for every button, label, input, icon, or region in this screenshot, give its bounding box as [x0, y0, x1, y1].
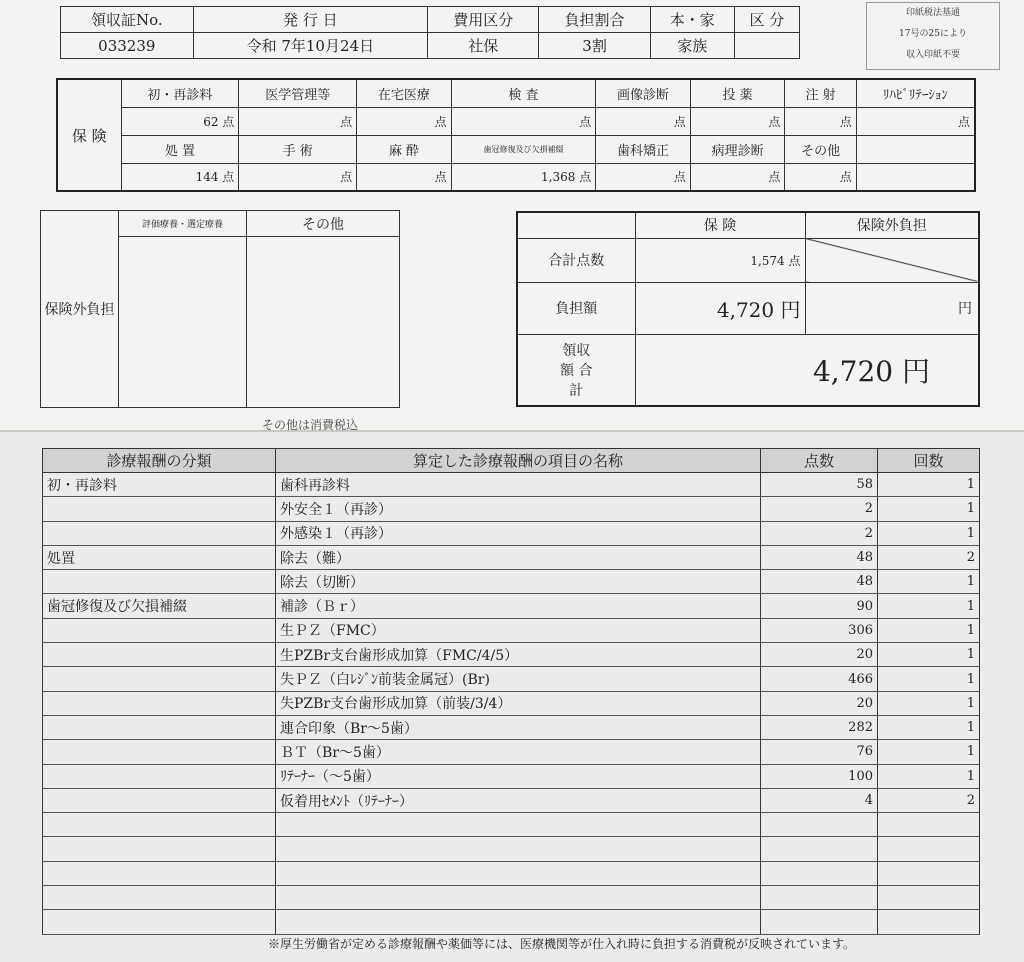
total-points-label: 合計点数 [517, 238, 635, 282]
insurance-points: 点 [785, 163, 856, 191]
row-count: 1 [878, 667, 980, 691]
row-points: 466 [761, 667, 878, 691]
table-row [43, 521, 980, 545]
empty-cell [276, 837, 761, 861]
insurance-category: 処 置 [121, 135, 239, 163]
insurance-category: 画像診断 [596, 79, 691, 107]
empty-cell [43, 837, 276, 861]
header-label: 区 分 [734, 7, 799, 33]
row-count: 2 [878, 788, 980, 812]
col-insurance: 保 険 [635, 212, 805, 238]
insurance-category: 検 査 [451, 79, 596, 107]
row-points: 58 [761, 473, 878, 497]
insurance-points: 点 [239, 163, 357, 191]
table-row [43, 497, 980, 521]
empty-cell [276, 886, 761, 910]
col-evaluation: 評価療養・選定療養 [119, 211, 247, 237]
row-category: 初・再診料 [43, 473, 276, 497]
empty-row [43, 861, 980, 885]
stamp-line: 収入印紙不要 [905, 50, 960, 60]
empty-cell [878, 837, 980, 861]
insurance-points: 点 [451, 107, 596, 135]
insurance-points: 点 [596, 163, 691, 191]
row-category [43, 643, 276, 667]
header-count: 回数 [878, 449, 980, 473]
receipt-upper [0, 0, 1024, 432]
insurance-category: 病理診断 [690, 135, 785, 163]
row-item-name: 連合印象（Br～5歯） [276, 715, 761, 739]
empty-cell [276, 813, 761, 837]
row-count: 1 [878, 643, 980, 667]
insurance-category [856, 135, 975, 163]
row-count: 1 [878, 691, 980, 715]
row-count: 1 [878, 497, 980, 521]
row-points: 90 [761, 594, 878, 618]
empty-cell [878, 861, 980, 885]
insurance-points [856, 163, 975, 191]
header-points: 点数 [761, 449, 878, 473]
empty-cell [761, 837, 878, 861]
row-item-name: 仮着用ｾﾒﾝﾄ（ﾘﾃｰﾅｰ） [276, 788, 761, 812]
insurance-points: 点 [596, 107, 691, 135]
insurance-label: 保 険 [57, 79, 121, 191]
footnote: ※厚生労働省が定める診療報酬や薬価等には、医療機関等が仕入れ時に負担する消費税が反映されています。 [268, 937, 856, 951]
row-category [43, 764, 276, 788]
header-value: 社保 [428, 33, 539, 59]
insurance-points: 1,368 点 [451, 163, 596, 191]
insurance-points-table [56, 78, 976, 192]
row-category [43, 570, 276, 594]
table-row [43, 740, 980, 764]
empty-cell [761, 886, 878, 910]
empty-cell [43, 813, 276, 837]
insurance-category: その他 [785, 135, 856, 163]
insurance-category: 在宅医療 [357, 79, 452, 107]
header-label: 本・家 [650, 7, 734, 33]
row-category [43, 521, 276, 545]
empty-cell [878, 813, 980, 837]
received-total: 4,720 円 [635, 334, 979, 406]
col-non-insurance: 保険外負担 [805, 212, 979, 238]
stamp-line: 印紙税法基通 [905, 8, 960, 18]
table-row [43, 570, 980, 594]
table-row [43, 788, 980, 812]
insurance-category: 医学管理等 [239, 79, 357, 107]
table-row [43, 618, 980, 642]
row-category: 処置 [43, 545, 276, 569]
insurance-category: 投 薬 [690, 79, 785, 107]
totals-table [516, 211, 980, 407]
header-value: 3割 [539, 33, 650, 59]
empty-cell [761, 813, 878, 837]
table-row [43, 545, 980, 569]
receipt-header-table [60, 6, 800, 59]
received-label: 領収額 合 計 [517, 334, 635, 406]
row-points: 4 [761, 788, 878, 812]
row-category [43, 497, 276, 521]
empty-row [43, 837, 980, 861]
detail-table [42, 448, 980, 935]
insurance-category: 歯科矯正 [596, 135, 691, 163]
burden-non-insurance: 円 [805, 282, 979, 334]
row-item-name: 除去（難） [276, 545, 761, 569]
insurance-points: 点 [357, 107, 452, 135]
header-value: 033239 [61, 33, 194, 59]
row-item-name: 失PZBr支台歯形成加算（前装/3/4） [276, 691, 761, 715]
empty-cell [761, 910, 878, 934]
empty-row [43, 910, 980, 934]
row-item-name: ﾘﾃｰﾅｰ（～5歯） [276, 764, 761, 788]
col-other: その他 [247, 211, 400, 237]
header-category: 診療報酬の分類 [43, 449, 276, 473]
row-points: 20 [761, 643, 878, 667]
row-category [43, 691, 276, 715]
table-row [43, 667, 980, 691]
row-count: 1 [878, 521, 980, 545]
non-insurance-table [40, 210, 400, 408]
row-points: 2 [761, 521, 878, 545]
row-item-name: 補診（Ｂｒ） [276, 594, 761, 618]
empty-row [43, 813, 980, 837]
burden-label: 負担額 [517, 282, 635, 334]
insurance-points: 62 点 [121, 107, 239, 135]
insurance-category: ﾘﾊﾋﾞﾘﾃｰｼｮﾝ [856, 79, 975, 107]
row-category: 歯冠修復及び欠損補綴 [43, 594, 276, 618]
insurance-category: 歯冠修復及び欠損補綴 [451, 135, 596, 163]
total-points: 1,574 点 [635, 238, 805, 282]
header-label: 負担割合 [539, 7, 650, 33]
row-points: 76 [761, 740, 878, 764]
empty-cell [878, 886, 980, 910]
table-row [43, 473, 980, 497]
stamp-tax-note [866, 2, 1000, 70]
insurance-points: 点 [785, 107, 856, 135]
row-points: 306 [761, 618, 878, 642]
row-count: 1 [878, 764, 980, 788]
empty-cell [43, 861, 276, 885]
row-item-name: ＢＴ（Br～5歯） [276, 740, 761, 764]
insurance-category: 初・再診料 [121, 79, 239, 107]
row-category [43, 740, 276, 764]
insurance-points: 点 [239, 107, 357, 135]
row-item-name: 生ＰＺ（FMC） [276, 618, 761, 642]
row-points: 48 [761, 570, 878, 594]
empty-cell [878, 910, 980, 934]
row-category [43, 667, 276, 691]
row-item-name: 外感染１（再診） [276, 521, 761, 545]
table-row [43, 643, 980, 667]
row-points: 282 [761, 715, 878, 739]
row-points: 100 [761, 764, 878, 788]
header-item-name: 算定した診療報酬の項目の名称 [276, 449, 761, 473]
row-count: 1 [878, 473, 980, 497]
table-row [43, 691, 980, 715]
table-row [43, 715, 980, 739]
row-category [43, 618, 276, 642]
row-points: 20 [761, 691, 878, 715]
empty-row [43, 886, 980, 910]
insurance-category: 注 射 [785, 79, 856, 107]
header-value: 令和 7年10月24日 [193, 33, 427, 59]
row-count: 1 [878, 594, 980, 618]
burden-amount: 4,720 円 [635, 282, 805, 334]
insurance-points: 点 [357, 163, 452, 191]
tax-note: その他は消費税込 [262, 418, 359, 432]
insurance-points: 点 [856, 107, 975, 135]
empty-cell [761, 861, 878, 885]
empty-cell [276, 910, 761, 934]
header-label: 費用区分 [428, 7, 539, 33]
empty-cell [276, 861, 761, 885]
insurance-points: 点 [690, 163, 785, 191]
row-points: 2 [761, 497, 878, 521]
header-label: 領収証No. [61, 7, 194, 33]
table-row [43, 764, 980, 788]
insurance-points: 144 点 [121, 163, 239, 191]
insurance-category: 麻 酔 [357, 135, 452, 163]
non-insurance-label: 保険外負担 [41, 211, 119, 408]
stamp-line: 17号の25により [899, 29, 967, 39]
row-item-name: 歯科再診料 [276, 473, 761, 497]
table-row [43, 594, 980, 618]
empty-cell [43, 886, 276, 910]
row-item-name: 外安全１（再診） [276, 497, 761, 521]
row-category [43, 788, 276, 812]
empty-cell [43, 910, 276, 934]
row-item-name: 除去（切断） [276, 570, 761, 594]
diagonal-cell [805, 238, 979, 282]
header-value: 家族 [650, 33, 734, 59]
header-value [734, 33, 799, 59]
row-count: 1 [878, 570, 980, 594]
row-points: 48 [761, 545, 878, 569]
row-count: 1 [878, 740, 980, 764]
row-category [43, 715, 276, 739]
row-count: 1 [878, 618, 980, 642]
row-item-name: 失ＰＺ（白ﾚｼﾞﾝ前装金属冠）(Br) [276, 667, 761, 691]
insurance-category: 手 術 [239, 135, 357, 163]
row-item-name: 生PZBr支台歯形成加算（FMC/4/5） [276, 643, 761, 667]
header-label: 発 行 日 [193, 7, 427, 33]
row-count: 2 [878, 545, 980, 569]
insurance-points: 点 [690, 107, 785, 135]
row-count: 1 [878, 715, 980, 739]
